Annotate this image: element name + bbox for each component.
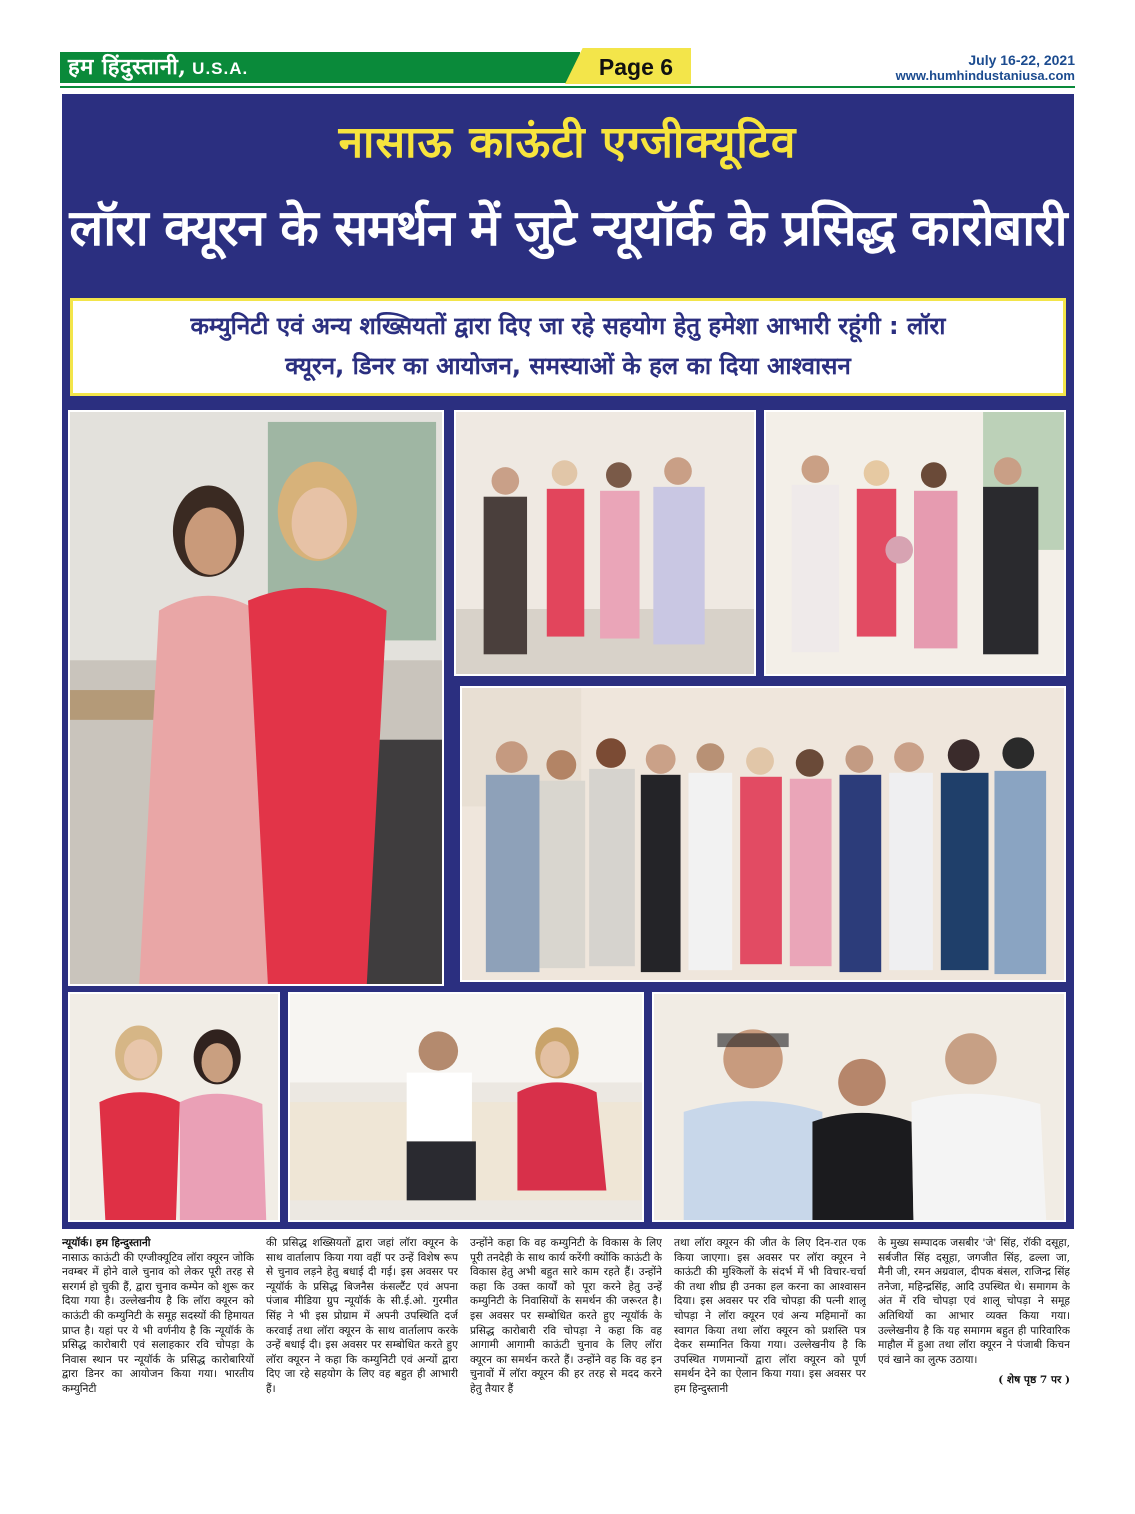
- photo-group-four-a: [454, 410, 756, 676]
- article-column-1: [62, 1236, 254, 1472]
- photo-three-people: [652, 992, 1066, 1222]
- masthead-title: [68, 53, 248, 82]
- website-url: www.humhindustaniusa.com: [895, 68, 1075, 83]
- article-body: [62, 1236, 1074, 1466]
- article-col1-text: नासाऊ काऊंटी की एग्जीक्यूटिव लॉरा क्यूरन जोकि नवम्बर में होने वाले चुनाव को लेकर पूरी तरह से सरगर्म हो चुकी हैं, द्वारा चुनाव कम्पेन को शुरू कर दिया गया है। उल्लेखनीय है कि लॉरा क्यूरन को काऊंटी की कम्युनिटी के समूह सदस्यों की हिमायत प्राप्त है। यहां पर ये भी वर्णनीय है कि न्यूयॉर्क के प्रसिद्ध कारोबारी एवं सलाहकार रवि चोपड़ा के निवास स्थान पर न्यूयॉर्क के प्रसिद्ध कारोबारियों द्वारा डिनर का आयोजन किया गया। भारतीय कम्युनिटी: [62, 1251, 254, 1395]
- photo-kitchen-hug: [68, 410, 444, 986]
- photo-large-group: [460, 686, 1066, 982]
- masthead-date-block: [896, 52, 1075, 83]
- article-col2-text: की प्रसिद्ध शख्सियतों द्वारा जहां लॉरा क्यूरन के साथ वार्तालाप किया गया वहीं पर उन्हें विशेष रूप से चुनाव लड़ने हेतु बधाई दी गई। इस अवसर पर न्यूयॉर्क के प्रसिद्ध बिजनैस कंसल्टैंट एवं अपना पंजाब मीडिया ग्रुप न्यूयॉर्क के सी.ई.ओ. गुरमीत सिंह ने भी इस प्रोग्राम में अपनी उपस्थिति दर्ज करवाई तथा लॉरा क्यूरन के साथ वार्तालाप करके उन्हें बधाई दी। इस अवसर पर सम्बोधित करते हुए लॉरा क्यूरन ने कहा कि कम्युनिटी एवं अन्यों द्वारा दिए जा रहे सहयोग के लिए वह बहुत ही आभारी हैं।: [266, 1237, 458, 1395]
- masthead-country: U.S.A.: [186, 59, 249, 78]
- article-col3-text: उन्होंने कहा कि वह कम्युनिटी के विकास के लिए पूरी तनदेही के साथ कार्य करेंगी क्योंकि काऊंटी के विकास हेतु अभी बहुत सारे काम रहते हैं। उन्होंने कहा कि उक्त कार्यों को पूरा करने हेतु उन्हें कम्युनिटी के निवासियों के समर्थन की जरूरत है। इस अवसर पर सम्बोधित करते हुए न्यूयॉर्क के प्रसिद्ध कारोबारी रवि चोपड़ा ने कहा कि वह आगामी आगामी काऊंटी चुनाव के लिए लॉरा क्यूरन का समर्थन करते हैं। उन्होंने वह कि वह इन चुनावों में लॉरा क्यूरन की हर तरह से मदद करने हेतु तैयार हैं: [470, 1237, 662, 1395]
- issue-date: July 16-22, 2021: [968, 52, 1075, 68]
- subhead-line-2: क्यूरन, डिनर का आयोजन, समस्याओं के हल का दिया आश्वासन: [285, 352, 851, 380]
- story-subhead: [78, 306, 1058, 386]
- photo-group-four-b: [764, 410, 1066, 676]
- photo-group-four-b-image: [766, 412, 1064, 674]
- photo-sofa-conversation: [288, 992, 644, 1222]
- article-column-4: [674, 1236, 866, 1472]
- photo-two-women: [68, 992, 280, 1222]
- story-headline: लॉरा क्यूरन के समर्थन में जुटे न्यूयॉर्क के प्रसिद्ध कारोबारी: [69, 199, 1067, 257]
- photo-sofa-conversation-image: [290, 994, 642, 1220]
- photo-large-group-image: [462, 688, 1064, 980]
- masthead-rule: [60, 86, 1075, 88]
- photo-kitchen-hug-image: [70, 412, 442, 984]
- article-col5-text: के मुख्य सम्पादक जसबीर 'जे' सिंह, रॉकी दसूहा, सर्बजीत सिंह दसूहा, जगजीत सिंह, ढल्ला जा, मैनी जी, रमन अग्रवाल, दीपक बंसल, राजिन्द्र सिंह तनेजा, महिन्द्रसिंह, आदि उपस्थित थे। समागम के अंत में रवि चोपड़ा एवं शालू चोपड़ा ने समूह अतिथियों का आभार व्यक्त किया गया। उल्लेखनीय है कि यह समागम बहुत ही पारिवारिक माहौल में हुआ तथा लॉरा क्यूरन ने पंजाबी किचन एवं खाने का लुत्फ उठाया।: [878, 1237, 1070, 1366]
- photo-two-women-image: [70, 994, 278, 1220]
- masthead-name: हम हिंदुस्तानी,: [68, 54, 187, 80]
- photo-three-people-image: [654, 994, 1064, 1220]
- article-column-3: [470, 1236, 662, 1472]
- article-col4-text: तथा लॉरा क्यूरन की जीत के लिए दिन-रात एक किया जाएगा। इस अवसर पर लॉरा क्यूरन ने काऊंटी की मुश्किलों के संदर्भ में भी विचार-चर्चा की तथा शीघ्र ही उनका हल करना का आश्वासन दिया। इस अवसर पर रवि चोपड़ा की पत्नी शालू चोपड़ा ने लॉरा क्यूरन एवं अन्य महिमानों का स्वागत किया तथा लॉरा क्यूरन को प्रशस्ति पत्र देकर सम्मानित किया गया। उल्लेखनीय है कि उपस्थित गणमान्यों द्वारा लॉरा क्यूरन को पूर्ण समर्थन देने का ऐलान किया गया। इस अवसर पर हम हिन्दुस्तानी: [674, 1237, 866, 1395]
- page-number: Page 6: [598, 54, 674, 80]
- subhead-line-1: कम्युनिटी एवं अन्य शख्सियतों द्वारा दिए जा रहे सहयोग हेतु हमेशा आभारी रहूंगी : लॉरा: [190, 312, 946, 340]
- article-column-5: [878, 1236, 1070, 1472]
- continued-reference[interactable]: ( शेष पृष्ठ 7 पर ): [998, 1374, 1070, 1387]
- story-kicker: नासाऊ काऊंटी एग्जीक्यूटिव: [338, 117, 797, 168]
- article-column-2: [266, 1236, 458, 1472]
- article-dateline: न्यूयॉर्क। हम हिन्दुस्तानी: [62, 1237, 151, 1249]
- photo-group-four-a-image: [456, 412, 754, 674]
